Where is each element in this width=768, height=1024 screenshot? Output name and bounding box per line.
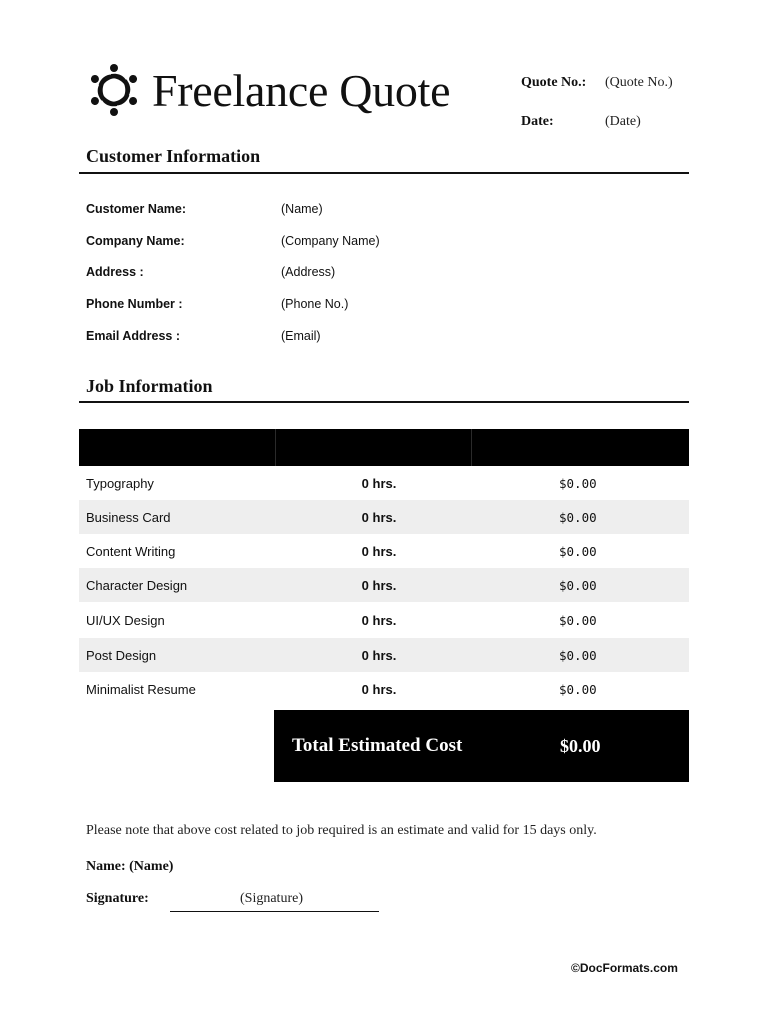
table-row — [79, 603, 689, 637]
job-cost: $0.00 — [559, 509, 597, 525]
job-item: UI/UX Design — [86, 612, 165, 628]
company-name-label: Company Name: — [86, 234, 185, 248]
table-row — [79, 534, 689, 568]
job-hours: 0 hrs. — [361, 612, 397, 628]
job-item: Minimalist Resume — [86, 681, 196, 697]
date-value: (Date) — [605, 114, 641, 129]
total-estimated-cost-label: Total Estimated Cost — [292, 735, 463, 756]
table-row — [79, 500, 689, 534]
job-header-cell-item — [79, 429, 275, 466]
address-value: (Address) — [281, 265, 336, 279]
job-cost: $0.00 — [559, 577, 597, 593]
job-cost: $0.00 — [559, 475, 597, 491]
swirl-people-logo-icon — [86, 62, 142, 118]
customer-name-label: Customer Name: — [86, 202, 187, 216]
signature-line — [170, 911, 379, 912]
table-row — [79, 466, 689, 500]
signature-label: Signature: — [86, 891, 149, 906]
job-cost: $0.00 — [559, 681, 597, 697]
customer-section-title: Customer Information — [86, 146, 261, 166]
job-hours: 0 hrs. — [361, 543, 397, 559]
total-estimated-cost-value: $0.00 — [560, 735, 601, 756]
name-line: Name: (Name) — [86, 859, 174, 874]
validity-note: Please note that above cost related to job required is an estimate and valid for 15 days only. — [86, 823, 597, 838]
job-item: Post Design — [86, 647, 157, 663]
table-row — [79, 672, 689, 706]
quote-no-label: Quote No.: — [521, 75, 587, 90]
job-section-divider — [79, 401, 689, 403]
job-cost: $0.00 — [559, 612, 597, 628]
job-header-cell-hours — [275, 429, 471, 466]
job-item: Business Card — [86, 509, 171, 525]
job-cost: $0.00 — [559, 647, 597, 663]
job-hours: 0 hrs. — [361, 509, 397, 525]
job-item: Typography — [86, 475, 154, 491]
job-table-header — [79, 429, 689, 466]
job-cost: $0.00 — [559, 543, 597, 559]
job-hours: 0 hrs. — [361, 475, 397, 491]
signature-value: (Signature) — [240, 891, 303, 906]
customer-section-divider — [79, 172, 689, 174]
address-label: Address : — [86, 265, 144, 279]
job-hours: 0 hrs. — [361, 647, 397, 663]
copyright-text: ©DocFormats.com — [571, 961, 678, 975]
job-item: Content Writing — [86, 543, 176, 559]
page-title: Freelance Quote — [152, 65, 451, 116]
phone-number-label: Phone Number : — [86, 297, 183, 311]
job-item: Character Design — [86, 577, 188, 593]
table-row — [79, 638, 689, 672]
job-section-title: Job Information — [86, 376, 213, 396]
job-hours: 0 hrs. — [361, 681, 397, 697]
total-estimated-cost-box — [274, 710, 689, 782]
customer-name-value: (Name) — [281, 202, 323, 216]
phone-number-value: (Phone No.) — [281, 297, 349, 311]
job-hours: 0 hrs. — [361, 577, 397, 593]
date-label: Date: — [521, 114, 554, 129]
email-address-value: (Email) — [281, 329, 321, 343]
job-header-cell-cost — [471, 429, 689, 466]
email-address-label: Email Address : — [86, 329, 181, 343]
table-row — [79, 568, 689, 602]
quote-no-value: (Quote No.) — [605, 75, 673, 90]
company-name-value: (Company Name) — [281, 234, 380, 248]
